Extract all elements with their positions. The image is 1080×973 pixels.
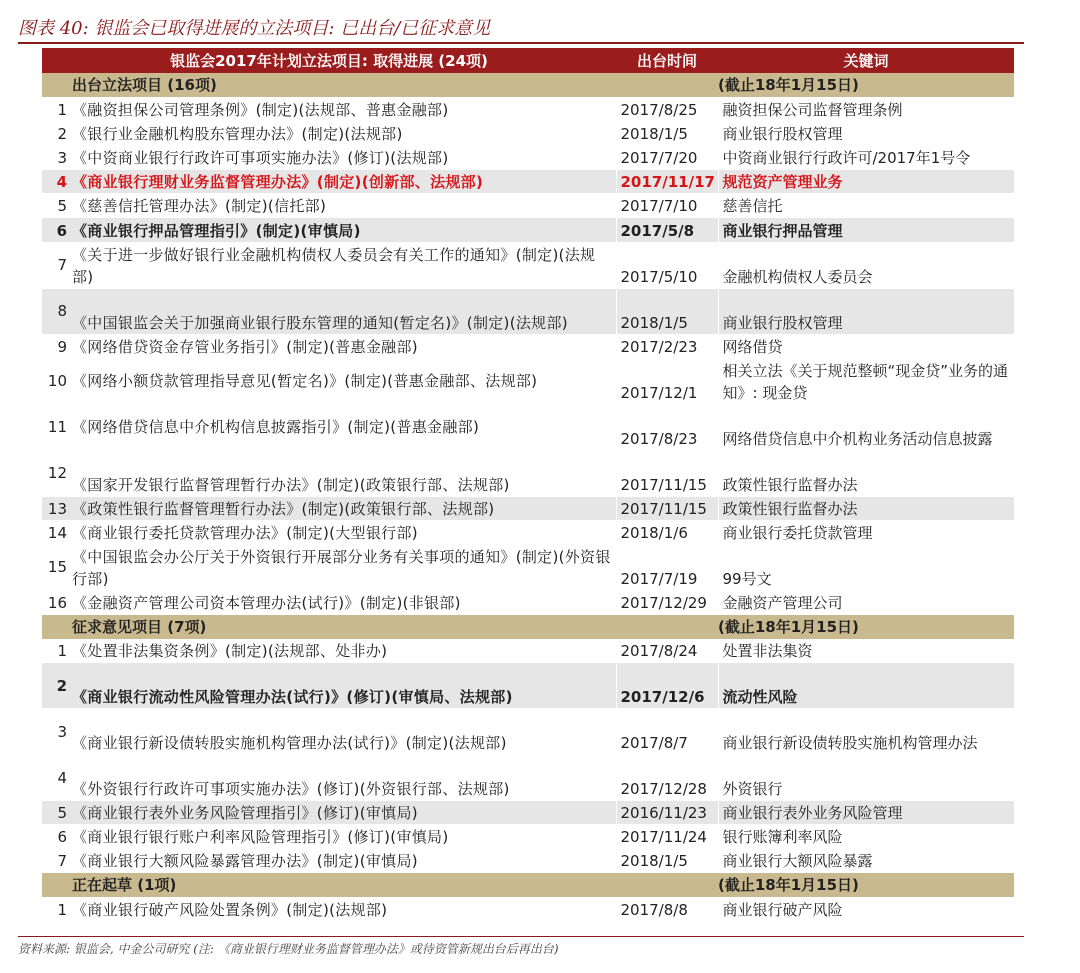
table-header-row [42, 48, 1014, 73]
row-item: 《关于进一步做好银行业金融机构债权人委员会有关工作的通知》(制定)(法规部) [70, 242, 616, 288]
row-item: 《商业银行流动性风险管理办法(试行)》(修订)(审慎局、法规部) [70, 663, 616, 709]
section-row [42, 614, 1014, 639]
table-row [42, 544, 1014, 590]
row-number: 7 [42, 849, 70, 873]
section-label: 出台立法项目 (16项) [42, 73, 718, 97]
source-note: 资料来源: 银监会, 中金公司研究 (注: 《商业银行理财业务监督管理办法》或待资管新规出台后再出台) [18, 942, 559, 956]
row-date: 2017/11/15 [616, 450, 718, 496]
table-row [42, 121, 1014, 145]
table-row [42, 450, 1014, 496]
row-date: 2017/8/23 [616, 404, 718, 450]
table-row [42, 520, 1014, 544]
row-keyword: 商业银行破产风险 [718, 897, 1014, 921]
row-number: 1 [42, 639, 70, 663]
row-date: 2017/11/24 [616, 825, 718, 849]
title-rule [18, 42, 1024, 44]
row-keyword: 商业银行新设债转股实施机构管理办法 [718, 709, 1014, 755]
table-row [42, 193, 1014, 217]
row-item: 《网络借贷信息中介机构信息披露指引》(制定)(普惠金融部) [70, 404, 616, 450]
row-number: 16 [42, 590, 70, 614]
row-item: 《国家开发银行监督管理暂行办法》(制定)(政策银行部、法规部) [70, 450, 616, 496]
row-keyword: 处置非法集资 [718, 639, 1014, 663]
row-date: 2017/5/8 [616, 217, 718, 242]
legislation-table [42, 48, 1014, 922]
table-row [42, 849, 1014, 873]
row-item: 《中国银监会办公厅关于外资银行开展部分业务有关事项的通知》(制定)(外资银行部) [70, 544, 616, 590]
row-date: 2016/11/23 [616, 801, 718, 825]
header-keyword: 关键词 [718, 48, 1014, 73]
section-row [42, 73, 1014, 97]
table-row [42, 334, 1014, 358]
row-number: 15 [42, 544, 70, 590]
row-number: 1 [42, 97, 70, 121]
row-item: 《金融资产管理公司资本管理办法(试行)》(制定)(非银部) [70, 590, 616, 614]
table-row [42, 639, 1014, 663]
row-item: 《商业银行表外业务风险管理指引》(修订)(审慎局) [70, 801, 616, 825]
row-item: 《网络借贷资金存管业务指引》(制定)(普惠金融部) [70, 334, 616, 358]
row-number: 13 [42, 496, 70, 520]
row-item: 《网络小额贷款管理指导意见(暂定名)》(制定)(普惠金融部、法规部) [70, 358, 616, 404]
row-item: 《商业银行银行账户利率风险管理指引》(修订)(审慎局) [70, 825, 616, 849]
section-date-note: (截止18年1月15日) [718, 873, 1014, 898]
row-date: 2017/5/10 [616, 242, 718, 288]
header-item: 银监会2017年计划立法项目: 取得进展 (24项) [42, 48, 616, 73]
row-number: 12 [42, 450, 70, 496]
section-date-note: (截止18年1月15日) [718, 73, 1014, 97]
row-number: 10 [42, 358, 70, 404]
section-label: 征求意见项目 (7项) [42, 614, 718, 639]
row-number: 7 [42, 242, 70, 288]
row-item: 《商业银行押品管理指引》(制定)(审慎局) [70, 217, 616, 242]
row-date: 2017/8/7 [616, 709, 718, 755]
table-row [42, 242, 1014, 288]
row-number: 8 [42, 288, 70, 334]
footer-rule [18, 936, 1024, 937]
row-date: 2018/1/5 [616, 288, 718, 334]
row-number: 14 [42, 520, 70, 544]
row-number: 4 [42, 755, 70, 801]
row-keyword: 银行账簿利率风险 [718, 825, 1014, 849]
row-date: 2017/12/6 [616, 663, 718, 709]
row-number: 6 [42, 825, 70, 849]
row-keyword: 网络借贷 [718, 334, 1014, 358]
row-item: 《慈善信托管理办法》(制定)(信托部) [70, 193, 616, 217]
row-keyword: 金融资产管理公司 [718, 590, 1014, 614]
row-keyword: 商业银行表外业务风险管理 [718, 801, 1014, 825]
row-item: 《商业银行理财业务监督管理办法》(制定)(创新部、法规部) [70, 169, 616, 193]
row-keyword: 金融机构债权人委员会 [718, 242, 1014, 288]
table-row [42, 590, 1014, 614]
table-row [42, 97, 1014, 121]
row-date: 2017/8/8 [616, 897, 718, 921]
row-item: 《中资商业银行行政许可事项实施办法》(修订)(法规部) [70, 145, 616, 169]
row-item: 《商业银行委托贷款管理办法》(制定)(大型银行部) [70, 520, 616, 544]
row-number: 3 [42, 709, 70, 755]
table-row [42, 288, 1014, 334]
row-number: 1 [42, 897, 70, 921]
row-item: 《银行业金融机构股东管理办法》(制定)(法规部) [70, 121, 616, 145]
row-date: 2017/11/15 [616, 496, 718, 520]
table-row [42, 404, 1014, 450]
row-keyword: 流动性风险 [718, 663, 1014, 709]
row-date: 2017/7/10 [616, 193, 718, 217]
table-row [42, 145, 1014, 169]
table-row [42, 801, 1014, 825]
section-row [42, 873, 1014, 898]
section-date-note: (截止18年1月15日) [718, 614, 1014, 639]
row-date: 2017/12/29 [616, 590, 718, 614]
row-item: 《外资银行行政许可事项实施办法》(修订)(外资银行部、法规部) [70, 755, 616, 801]
table-row [42, 897, 1014, 921]
row-number: 11 [42, 404, 70, 450]
row-number: 5 [42, 193, 70, 217]
row-keyword: 政策性银行监督办法 [718, 450, 1014, 496]
row-keyword: 商业银行押品管理 [718, 217, 1014, 242]
row-keyword: 规范资产管理业务 [718, 169, 1014, 193]
row-date: 2018/1/5 [616, 849, 718, 873]
row-keyword: 99号文 [718, 544, 1014, 590]
row-keyword: 慈善信托 [718, 193, 1014, 217]
row-item: 《商业银行大额风险暴露管理办法》(制定)(审慎局) [70, 849, 616, 873]
row-number: 4 [42, 169, 70, 193]
row-date: 2017/12/28 [616, 755, 718, 801]
table-row [42, 217, 1014, 242]
table-row [42, 496, 1014, 520]
row-number: 9 [42, 334, 70, 358]
row-keyword: 中资商业银行行政许可/2017年1号令 [718, 145, 1014, 169]
row-keyword: 商业银行股权管理 [718, 288, 1014, 334]
row-date: 2017/7/19 [616, 544, 718, 590]
row-item: 《商业银行破产风险处置条例》(制定)(法规部) [70, 897, 616, 921]
row-date: 2017/8/25 [616, 97, 718, 121]
row-item: 《商业银行新设债转股实施机构管理办法(试行)》(制定)(法规部) [70, 709, 616, 755]
row-item: 《中国银监会关于加强商业银行股东管理的通知(暂定名)》(制定)(法规部) [70, 288, 616, 334]
row-number: 5 [42, 801, 70, 825]
figure-title: 图表 40: 银监会已取得进展的立法项目: 已出台/已征求意见 [18, 18, 491, 39]
table-row [42, 709, 1014, 755]
row-number: 6 [42, 217, 70, 242]
table-row [42, 755, 1014, 801]
row-date: 2018/1/5 [616, 121, 718, 145]
row-item: 《政策性银行监督管理暂行办法》(制定)(政策银行部、法规部) [70, 496, 616, 520]
table-row [42, 825, 1014, 849]
row-number: 3 [42, 145, 70, 169]
header-date: 出台时间 [616, 48, 718, 73]
section-label: 正在起草 (1项) [42, 873, 718, 898]
row-number: 2 [42, 663, 70, 709]
row-keyword: 政策性银行监督办法 [718, 496, 1014, 520]
row-keyword: 相关立法《关于规范整顿“现金贷”业务的通知》: 现金贷 [718, 358, 1014, 404]
row-date: 2017/11/17 [616, 169, 718, 193]
row-keyword: 商业银行大额风险暴露 [718, 849, 1014, 873]
row-item: 《融资担保公司管理条例》(制定)(法规部、普惠金融部) [70, 97, 616, 121]
table-row [42, 663, 1014, 709]
row-date: 2017/7/20 [616, 145, 718, 169]
row-keyword: 商业银行股权管理 [718, 121, 1014, 145]
row-keyword: 外资银行 [718, 755, 1014, 801]
row-item: 《处置非法集资条例》(制定)(法规部、处非办) [70, 639, 616, 663]
row-date: 2017/2/23 [616, 334, 718, 358]
row-keyword: 商业银行委托贷款管理 [718, 520, 1014, 544]
row-date: 2018/1/6 [616, 520, 718, 544]
row-number: 2 [42, 121, 70, 145]
table-row [42, 358, 1014, 404]
row-keyword: 网络借贷信息中介机构业务活动信息披露 [718, 404, 1014, 450]
row-keyword: 融资担保公司监督管理条例 [718, 97, 1014, 121]
table-row-highlighted [42, 169, 1014, 193]
row-date: 2017/8/24 [616, 639, 718, 663]
row-date: 2017/12/1 [616, 358, 718, 404]
